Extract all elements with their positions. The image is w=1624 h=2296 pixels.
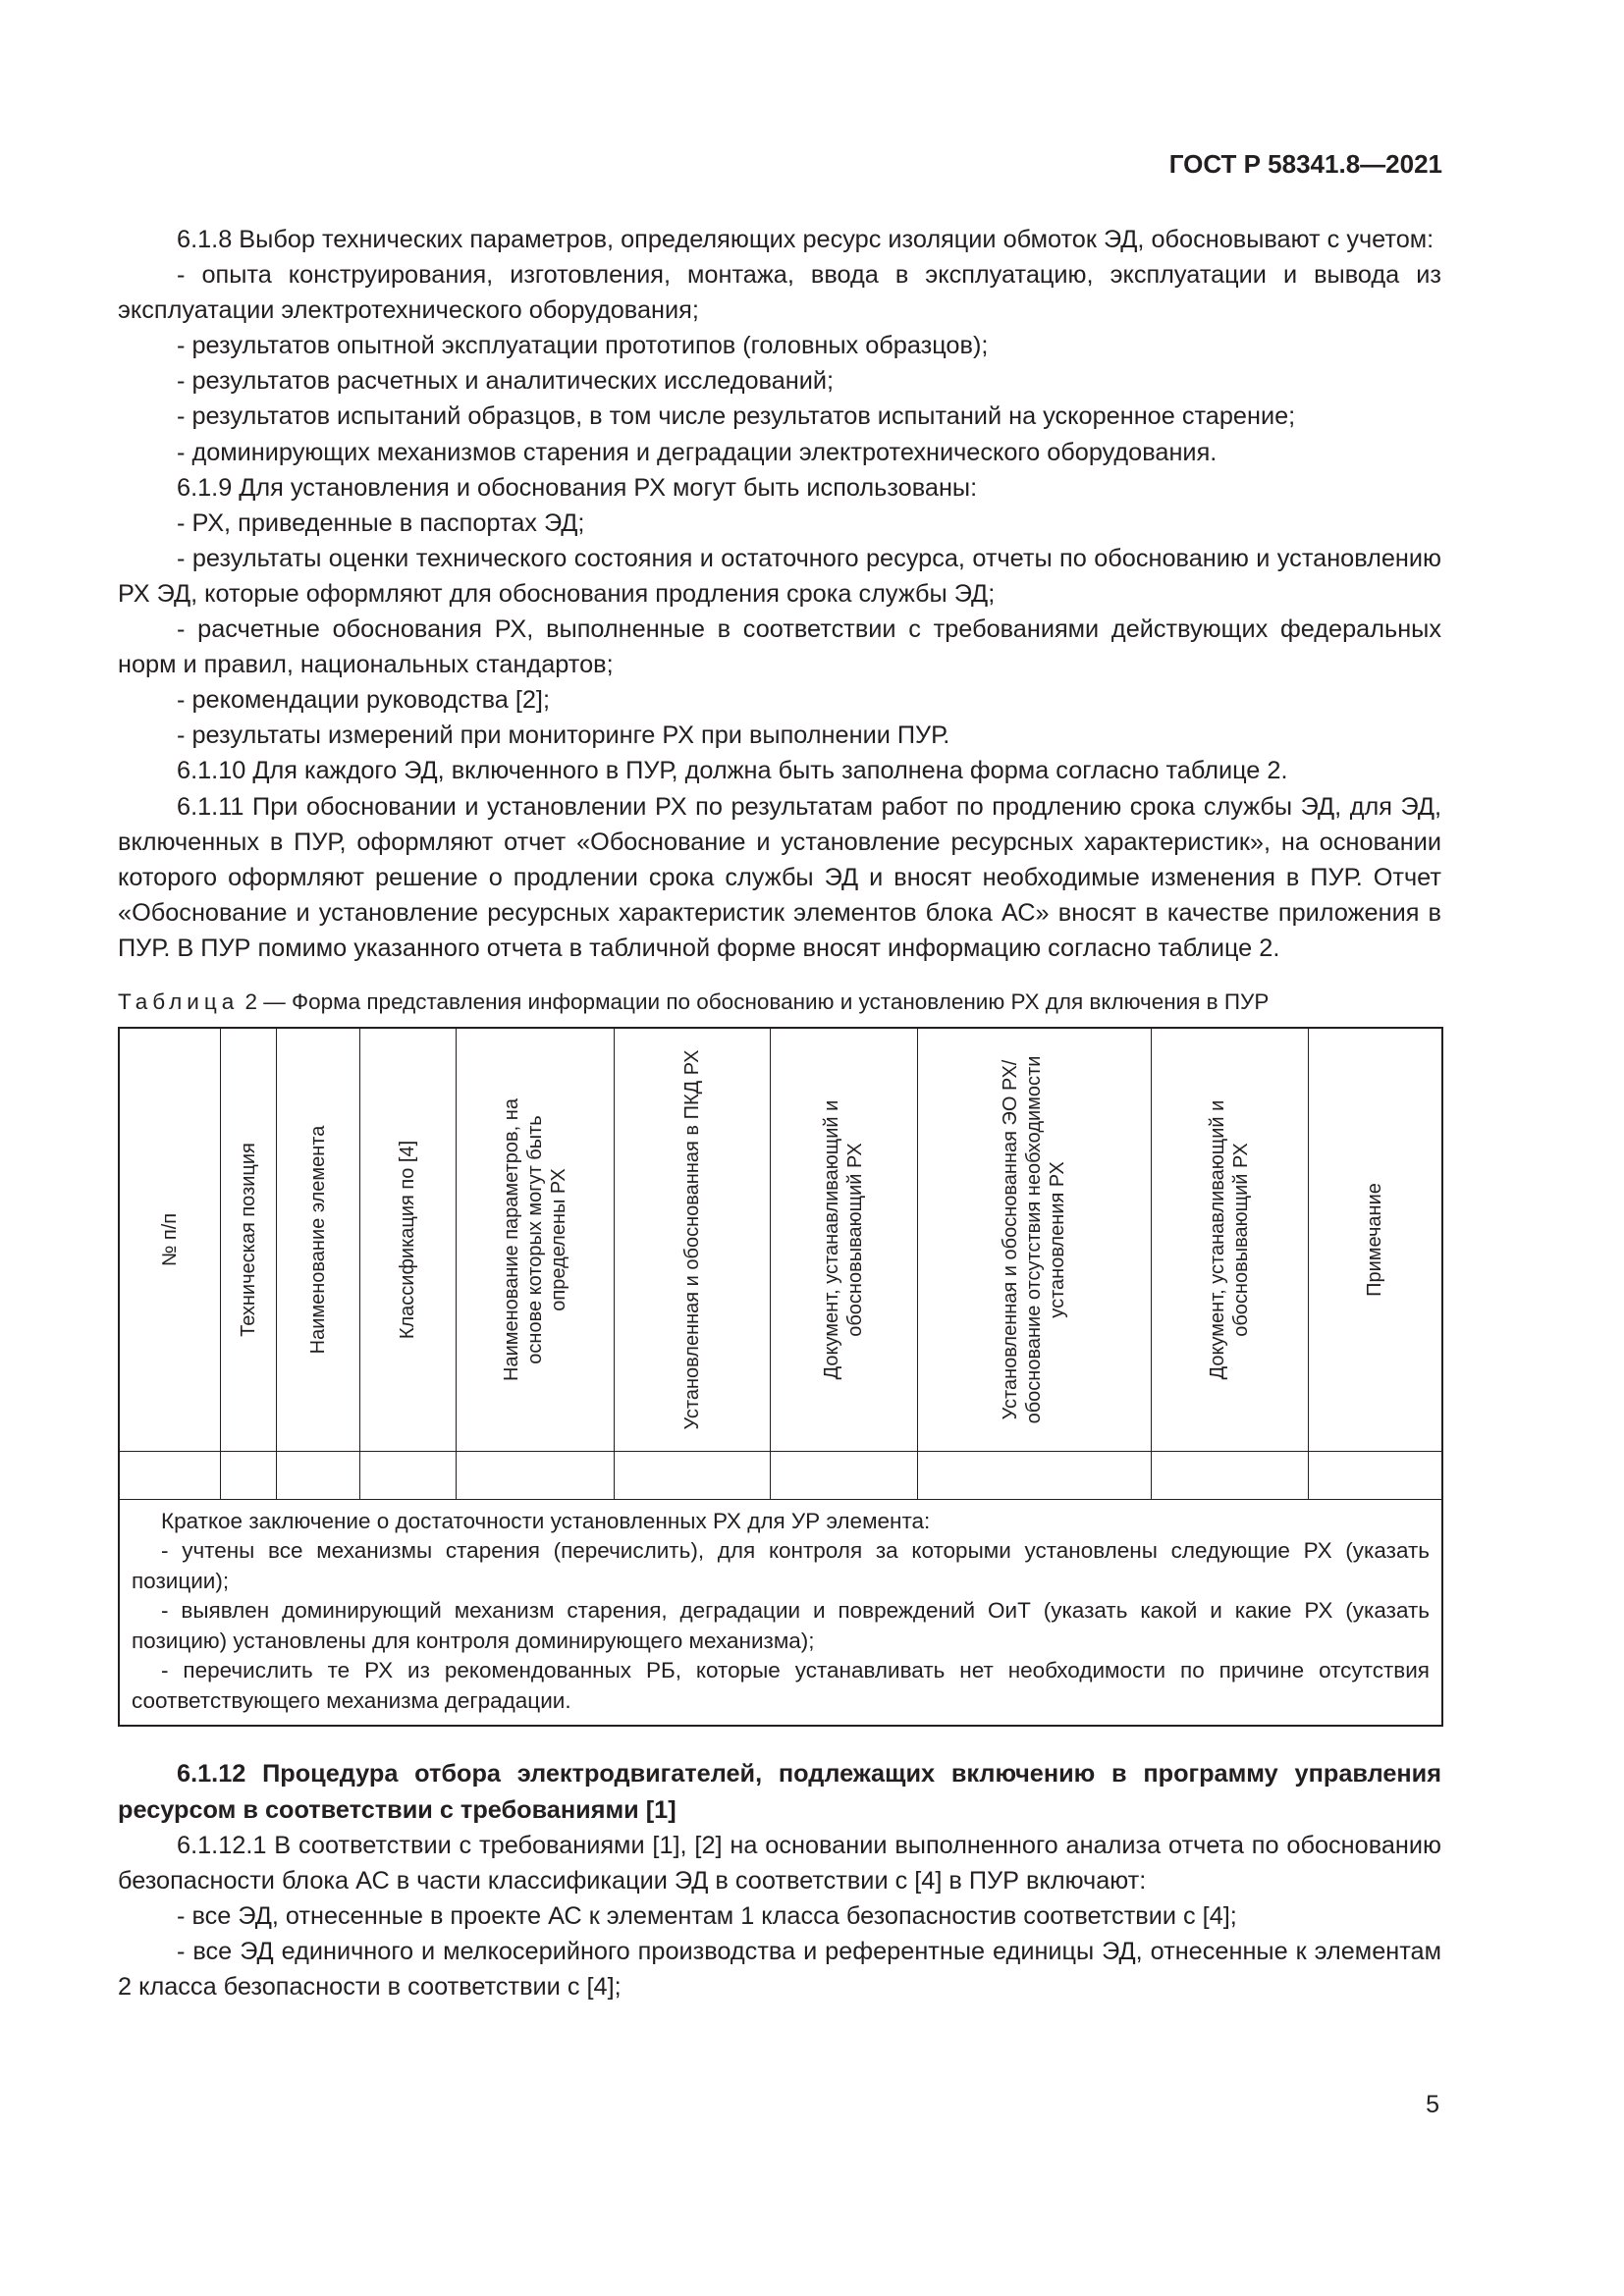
table-header-row [119,1028,1442,1452]
table-cell [1308,1451,1442,1499]
table-cell [1151,1451,1308,1499]
column-header: Документ, устанавливающий и обосновывающий РХ [770,1028,917,1452]
table-cell [359,1451,456,1499]
column-header: Установленная и обоснованная в ПКД РХ [614,1028,770,1452]
table-cell [770,1451,917,1499]
list-item: - результатов испытаний образцов, в том числе результатов испытаний на ускоренное старение; [177,402,1296,431]
list-item: - результатов расчетных и аналитических исследований; [177,367,835,396]
table-cell [220,1451,276,1499]
column-header: № п/п [119,1028,220,1452]
table-2 [118,1027,1443,1728]
table-cell [119,1451,220,1499]
column-header: Наименование параметров, на основе которых могут быть определены РХ [456,1028,614,1452]
list-item: - результаты оценки технического состояния и остаточного ресурса, отчеты по обоснованию и установлению РХ ЭД, которые оформляют для обоснования продления срока службы ЭД; [118,544,1441,608]
summary-line: - учтены все механизмы старения (перечислить), для контроля за которыми установлены следующие РХ (указать позиции); [132,1538,1430,1593]
list-item: - рекомендации руководства [2]; [177,686,550,715]
summary-line: - выявлен доминирующий механизм старения, деградации и повреждений ОиТ (указать какой и какие РХ (указать позицию) установлены для контроля доминирующего механизма); [132,1598,1430,1653]
page-number: 5 [1426,2091,1439,2118]
column-header: Наименование элемента [276,1028,359,1452]
table-cell [917,1451,1151,1499]
table-summary [119,1499,1442,1726]
paragraph-6-1-11: 6.1.11 При обосновании и установлении РХ по результатам работ по продлению срока службы ЭД, для ЭД, включенных в ПУР, оформляют отчет «Обоснование и установление ресурсных характеристик», на основании которого оформляют решение о продлении срока службы ЭД и вносят необходимые изменения в ПУР. Отчет «Обоснование и установление ресурсных характеристик элементов блока АС» вносят в качестве приложения в ПУР. В ПУР помимо указанного отчета в табличной форме вносят информацию согласно таблице 2. [118,792,1441,962]
column-header: Техническая позиция [220,1028,276,1452]
table-row [119,1451,1442,1499]
list-item: - все ЭД, отнесенные в проекте АС к элементам 1 класса безопасностив соответствии с [4]; [177,1901,1237,1930]
column-header: Классификация по [4] [359,1028,456,1452]
list-item: - результатов опытной эксплуатации прототипов (головных образцов); [177,332,989,360]
list-item: - все ЭД единичного и мелкосерийного производства и референтные единицы ЭД, отнесенные к элементам 2 класса безопасности в соответствии с [4]; [118,1937,1441,2002]
list-item: - расчетные обоснования РХ, выполненные в соответствии с требованиями действующих федеральных норм и правил, национальных стандартов; [118,615,1441,679]
list-item: - опыта конструирования, изготовления, монтажа, ввода в эксплуатацию, эксплуатации и вывода из эксплуатации электротехнического оборудования; [118,261,1441,325]
document-number-header: ГОСТ Р 58341.8—2021 [1168,149,1442,179]
table-caption [118,988,1441,1017]
summary-line: Краткое заключение о достаточности установленных РХ для УР элемента: [161,1508,931,1533]
table-caption-text: 2 — Форма представления информации по обоснованию и установлению РХ для включения в ПУР [239,988,1270,1014]
list-item: - РХ, приведенные в паспортах ЭД; [177,508,585,537]
paragraph-6-1-9: 6.1.9 Для установления и обоснования РХ могут быть использованы: [177,473,978,502]
table-cell [276,1451,359,1499]
table-caption-label: Таблица [118,988,240,1014]
section-heading-6-1-12: 6.1.12 Процедура отбора электродвигателей, подлежащих включению в программу управления ресурсом в соответствии с требованиями [1] [118,1760,1441,1824]
paragraph-6-1-10: 6.1.10 Для каждого ЭД, включенного в ПУР, должна быть заполнена форма согласно таблице 2. [177,757,1288,785]
summary-line: - перечислить те РХ из рекомендованных РБ, которые устанавливать нет необходимости по причине отсутствия соответствующего механизма деградации. [132,1658,1430,1713]
column-header: Установленная и обоснованная ЭО РХ/обоснование отсутствия необходимости установления РХ [917,1028,1151,1452]
column-header: Примечание [1308,1028,1442,1452]
paragraph-6-1-8: 6.1.8 Выбор технических параметров, определяющих ресурс изоляции обмоток ЭД, обосновывают с учетом: [177,226,1435,253]
paragraph-6-1-12-1: 6.1.12.1 В соответствии с требованиями [1], [2] на основании выполненного анализа отчета по обоснованию безопасности блока АС в части классификации ЭД в соответствии с [4] в ПУР включают: [118,1831,1441,1895]
column-header: Документ, устанавливающий и обосновывающий РХ [1151,1028,1308,1452]
table-summary-row [119,1499,1442,1726]
table-cell [456,1451,614,1499]
table-cell [614,1451,770,1499]
list-item: - результаты измерений при мониторинге РХ при выполнении ПУР. [177,721,950,750]
page-content [118,222,1441,2004]
list-item: - доминирующих механизмов старения и деградации электротехнического оборудования. [177,438,1218,466]
